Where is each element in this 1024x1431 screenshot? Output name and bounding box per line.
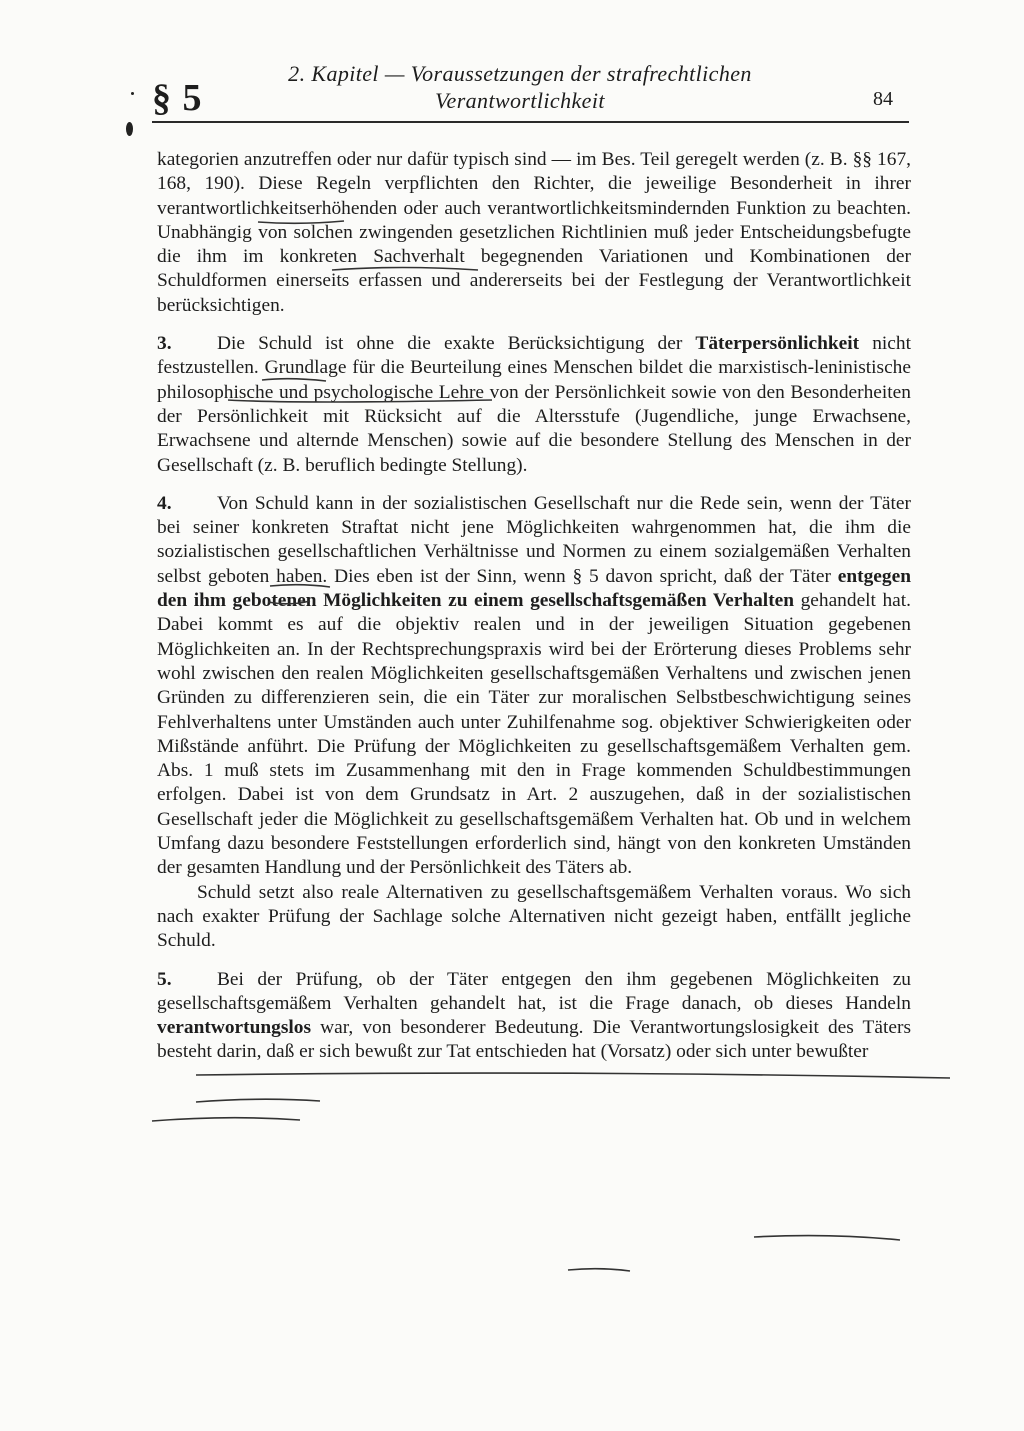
chapter-heading <box>230 60 810 114</box>
underline-stroke <box>152 1118 300 1121</box>
chapter-heading-line1: 2. Kapitel — Voraussetzungen der strafrechtlichen <box>288 61 752 86</box>
header-rule <box>152 121 909 123</box>
paragraph-3-text-a: Die Schuld ist ohne die exakte Berücksichtigung der <box>217 333 696 355</box>
paragraph-4-continuation: Schuld setzt also reale Alternativen zu gesellschaftsgemäßem Verhalten voraus. Wo sich nach exakter Prüfung der Sachlage solche Alternativen nicht gezeigt haben, entfällt jegliche Schuld. <box>157 881 911 952</box>
body-text <box>157 148 911 1079</box>
underline-stroke <box>568 1269 630 1271</box>
paragraph-5 <box>157 968 911 1065</box>
paragraph-intro-text: kategorien anzutreffen oder nur dafür typisch sind — im Bes. Teil geregelt werden (z. B. §§ 167, 168, 190). Diese Regeln verpflichten den Richter, die jeweilige Besonderheit in ihrer verantwortlichkeitserhöhenden oder auch verantwortlichkeitsmindernden Funktion zu beachten. Unabhängig von solchen zwingenden gesetzlichen Richtlinien muß jeder Entscheidungsbefugte die ihm im konkreten Sachverhalt begegnenden Variationen und Kombinationen der Schuldformen einerseits erfassen und andererseits bei der Festlegung der Verantwortlichkeit berücksichtigen. <box>157 149 911 316</box>
paragraph-4 <box>157 492 911 954</box>
page-number: 84 <box>873 88 893 110</box>
underline-stroke <box>754 1236 900 1240</box>
paragraph-4-text-b: gehandelt hat. Dabei kommt es auf die objektiv realen und in der jeweiligen Situation gegebenen Möglichkeiten an. In der Rechtsprechungspraxis wird bei der Erörterung dieses Problems sehr wohl zwischen den realen Möglichkeiten gesellschaftsgemäßen Verhaltens und zwischen jenen Gründen zu differenzieren sein, die ein Täter zur moralischen Selbstbeschwichtigung seines Fehlverhaltens unter Umständen auch unter Zuhilfenahme sog. objektiver Schwierigkeiten oder Mißstände anführt. Die Prüfung der Möglichkeiten zu gesellschaftsgemäßem Verhalten gem. Abs. 1 muß stets im Zusammenhang mit den in Frage kommenden Schuldbestimmungen erfolgen. Dabei ist von dem Grundsatz in Art. 2 auszugehen, daß in der sozialistischen Gesellschaft jeder die Möglichkeit zu gesellschaftsgemäßem Verhalten hat. Ob und in welchem Umfang dazu besondere Feststellungen erforderlich sind, hängt von den konkreten Umständen der gesamten Handlung und der Persönlichkeit des Täters ab. <box>157 590 912 879</box>
paragraph-3-bold: Täterpersönlichkeit <box>695 333 860 355</box>
paragraph-5-number: 5. <box>157 968 172 990</box>
section-mark: § 5 <box>152 77 203 119</box>
paragraph-5-text-b: war, von besonderer Bedeutung. Die Verantwortungslosigkeit des Täters besteht darin, daß er sich bewußt zur Tat entschieden hat (Vorsatz) oder sich unter bewußter <box>157 1017 911 1063</box>
paragraph-3 <box>157 332 911 478</box>
ink-blot <box>126 122 133 136</box>
paragraph-4-text-a: Von Schuld kann in der sozialistischen Gesellschaft nur die Rede sein, wenn der Täter bei seiner konkreten Straftat nicht jene Möglichkeiten wahrgenommen hat, die ihm die sozialistischen gesellschaftlichen Verhältnisse und Normen zu einem sozialgemäßen Verhalten selbst geboten haben. Dies eben ist der Sinn, wenn § 5 davon spricht, daß der Täter <box>157 492 911 587</box>
paragraph-intro <box>157 148 911 318</box>
chapter-heading-line2: Verantwortlichkeit <box>435 88 605 113</box>
paragraph-4-number: 4. <box>157 492 172 514</box>
paragraph-5-bold: verantwortungslos <box>157 1017 312 1039</box>
paragraph-4-bold: entgegen den ihm gebotenen Möglichkeiten zu einem gesellschaftsgemäßen Verhalten <box>157 565 911 612</box>
underline-stroke <box>196 1099 320 1102</box>
ink-dot <box>131 92 134 95</box>
paragraph-5-text-a: Bei der Prüfung, ob der Täter entgegen den ihm gegebenen Möglichkeiten zu gesellschaftsgemäßem Verhalten gehandelt hat, ist die Frage danach, ob dieses Handeln <box>157 968 911 1014</box>
page-header <box>0 0 1024 130</box>
paragraph-3-text-b: nicht festzustellen. Grundlage für die Beurteilung eines Menschen bildet die marxistisch-leninistische philosophische und psychologische Lehre von der Persönlichkeit sowie von den Besonderheiten der Persönlichkeit mit Rücksicht auf die Altersstufe (Jugendliche, junge Erwachsene, Erwachsene und alternde Menschen) sowie auf die besondere Stellung des Menschen in der Gesellschaft (z. B. beruflich bedingte Stellung). <box>157 333 911 476</box>
paragraph-3-number: 3. <box>157 333 172 355</box>
